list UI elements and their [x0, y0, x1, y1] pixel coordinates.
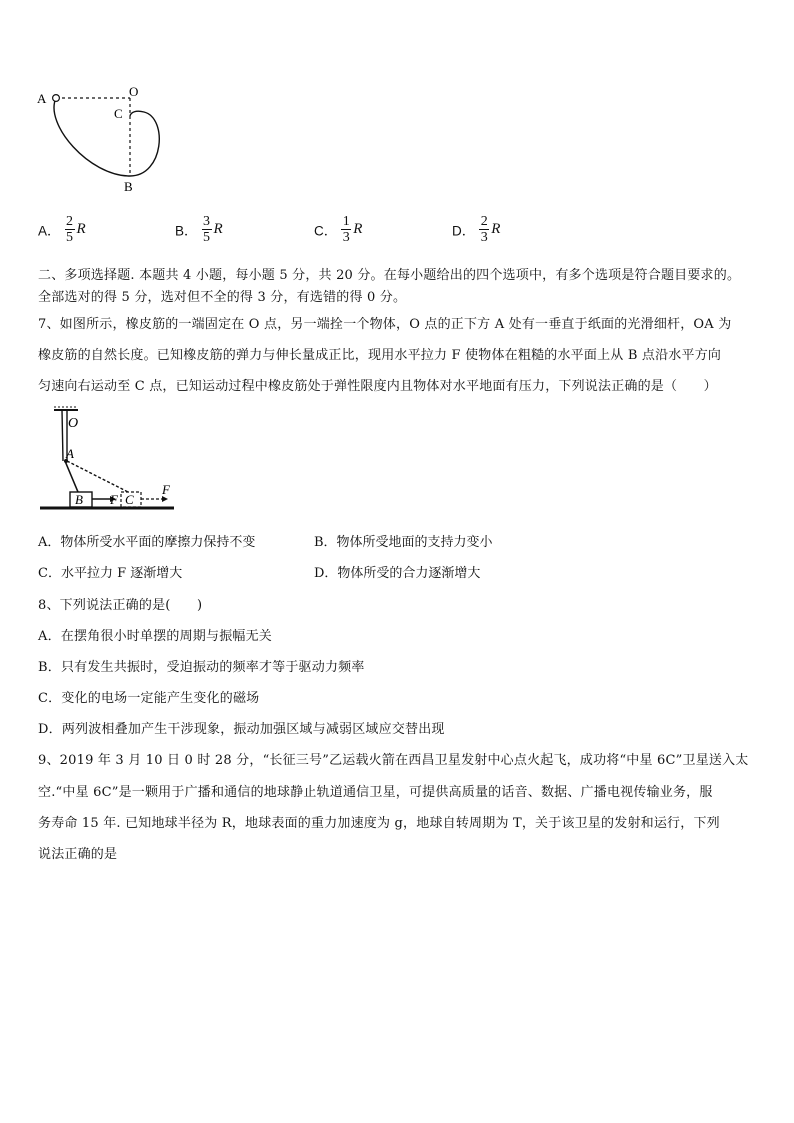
label-c: C [125, 492, 134, 507]
label-a: A [37, 91, 47, 106]
q7-line2: 橡皮筋的自然长度。已知橡皮筋的弹力与伸长量成正比，现用水平拉力 F 使物体在粗糙的水平面上从 B 点沿水平方向 [38, 348, 722, 363]
point-a-ball [53, 95, 60, 102]
q9-line2: 空.“中星 6C”是一颗用于广播和通信的地球静止轨道通信卫星，可提供高质量的话音、数据、广播电视传输业务，服 [38, 785, 713, 800]
fraction [202, 214, 212, 245]
label-o: O [68, 416, 79, 431]
option-letter: C． [314, 223, 338, 239]
q7-option-c: C．水平拉力 F 逐渐增大 [38, 566, 183, 581]
variable: R [76, 221, 86, 237]
q8-stem: 8、下列说法正确的是( ) [38, 598, 203, 613]
label-b: B [75, 492, 83, 507]
option-letter: A． [38, 223, 61, 239]
q7-line3: 匀速向右运动至 C 点，已知运动过程中橡皮筋处于弹性限度内且物体对水平地面有压力，下列说法正确的是（ ） [38, 379, 717, 394]
fraction [479, 214, 489, 245]
label-f-right: F [162, 482, 170, 497]
label-c: C [114, 106, 123, 121]
option-letter: D． [452, 223, 476, 239]
label-o: O [129, 84, 139, 99]
q7-option-a: A．物体所受水平面的摩擦力保持不变 [38, 535, 256, 550]
numerator: 2 [480, 214, 488, 229]
q8-option-c: C．变化的电场一定能产生变化的磁场 [38, 691, 260, 706]
q6-option-c [314, 214, 362, 245]
variable: R [213, 221, 223, 237]
label-a: A [66, 446, 74, 461]
numerator: 2 [66, 214, 74, 229]
denominator: 5 [66, 230, 74, 245]
fraction [65, 214, 75, 245]
label-f-mid: F [110, 492, 118, 507]
rubber-band-figure [36, 404, 186, 514]
numerator: 3 [203, 214, 211, 229]
section2-line2: 全部选对的得 5 分，选对但不全的得 3 分，有选错的得 0 分。 [38, 290, 407, 305]
option-letter: B． [175, 223, 198, 239]
q8-option-a: A．在摆角很小时单摆的周期与振幅无关 [38, 629, 272, 644]
track-curve [54, 98, 159, 176]
q6-option-b [175, 214, 223, 245]
q7-option-d: D．物体所受的合力逐渐增大 [314, 566, 481, 581]
q9-line3: 务寿命 15 年. 已知地球半径为 R，地球表面的重力加速度为 g，地球自转周期为 T，关于该卫星的发射和运行，下列 [38, 816, 720, 831]
section2-line1: 二、多项选择题. 本题共 4 小题，每小题 5 分，共 20 分。在每小题给出的四个选项中，有多个选项是符合题目要求的。 [38, 268, 741, 283]
q7-option-b: B．物体所受地面的支持力变小 [314, 535, 493, 550]
denominator: 5 [203, 230, 211, 245]
q6-option-d [452, 214, 500, 245]
q9-line4: 说法正确的是 [38, 847, 118, 862]
variable: R [353, 221, 363, 237]
fraction [341, 214, 351, 245]
q8-option-d: D．两列波相叠加产生干涉现象，振动加强区域与减弱区域应交替出现 [38, 722, 445, 737]
denominator: 3 [480, 230, 488, 245]
q9-line1: 9、2019 年 3 月 10 日 0 时 28 分，“长征三号”乙运载火箭在西昌卫星发射中心点火起飞，成功将“中星 6C”卫星送入太 [38, 753, 749, 768]
band-oa-left [62, 410, 63, 461]
q7-line1: 7、如图所示，橡皮筋的一端固定在 O 点，另一端拴一个物体，O 点的正下方 A 处有一垂直于纸面的光滑细杆，OA 为 [38, 317, 732, 332]
q8-option-b: B．只有发生共振时，受迫振动的频率才等于驱动力频率 [38, 660, 365, 675]
denominator: 3 [342, 230, 350, 245]
label-b: B [124, 179, 133, 194]
q6-option-a [38, 214, 86, 245]
track-figure [34, 84, 174, 196]
variable: R [491, 221, 501, 237]
numerator: 1 [342, 214, 350, 229]
